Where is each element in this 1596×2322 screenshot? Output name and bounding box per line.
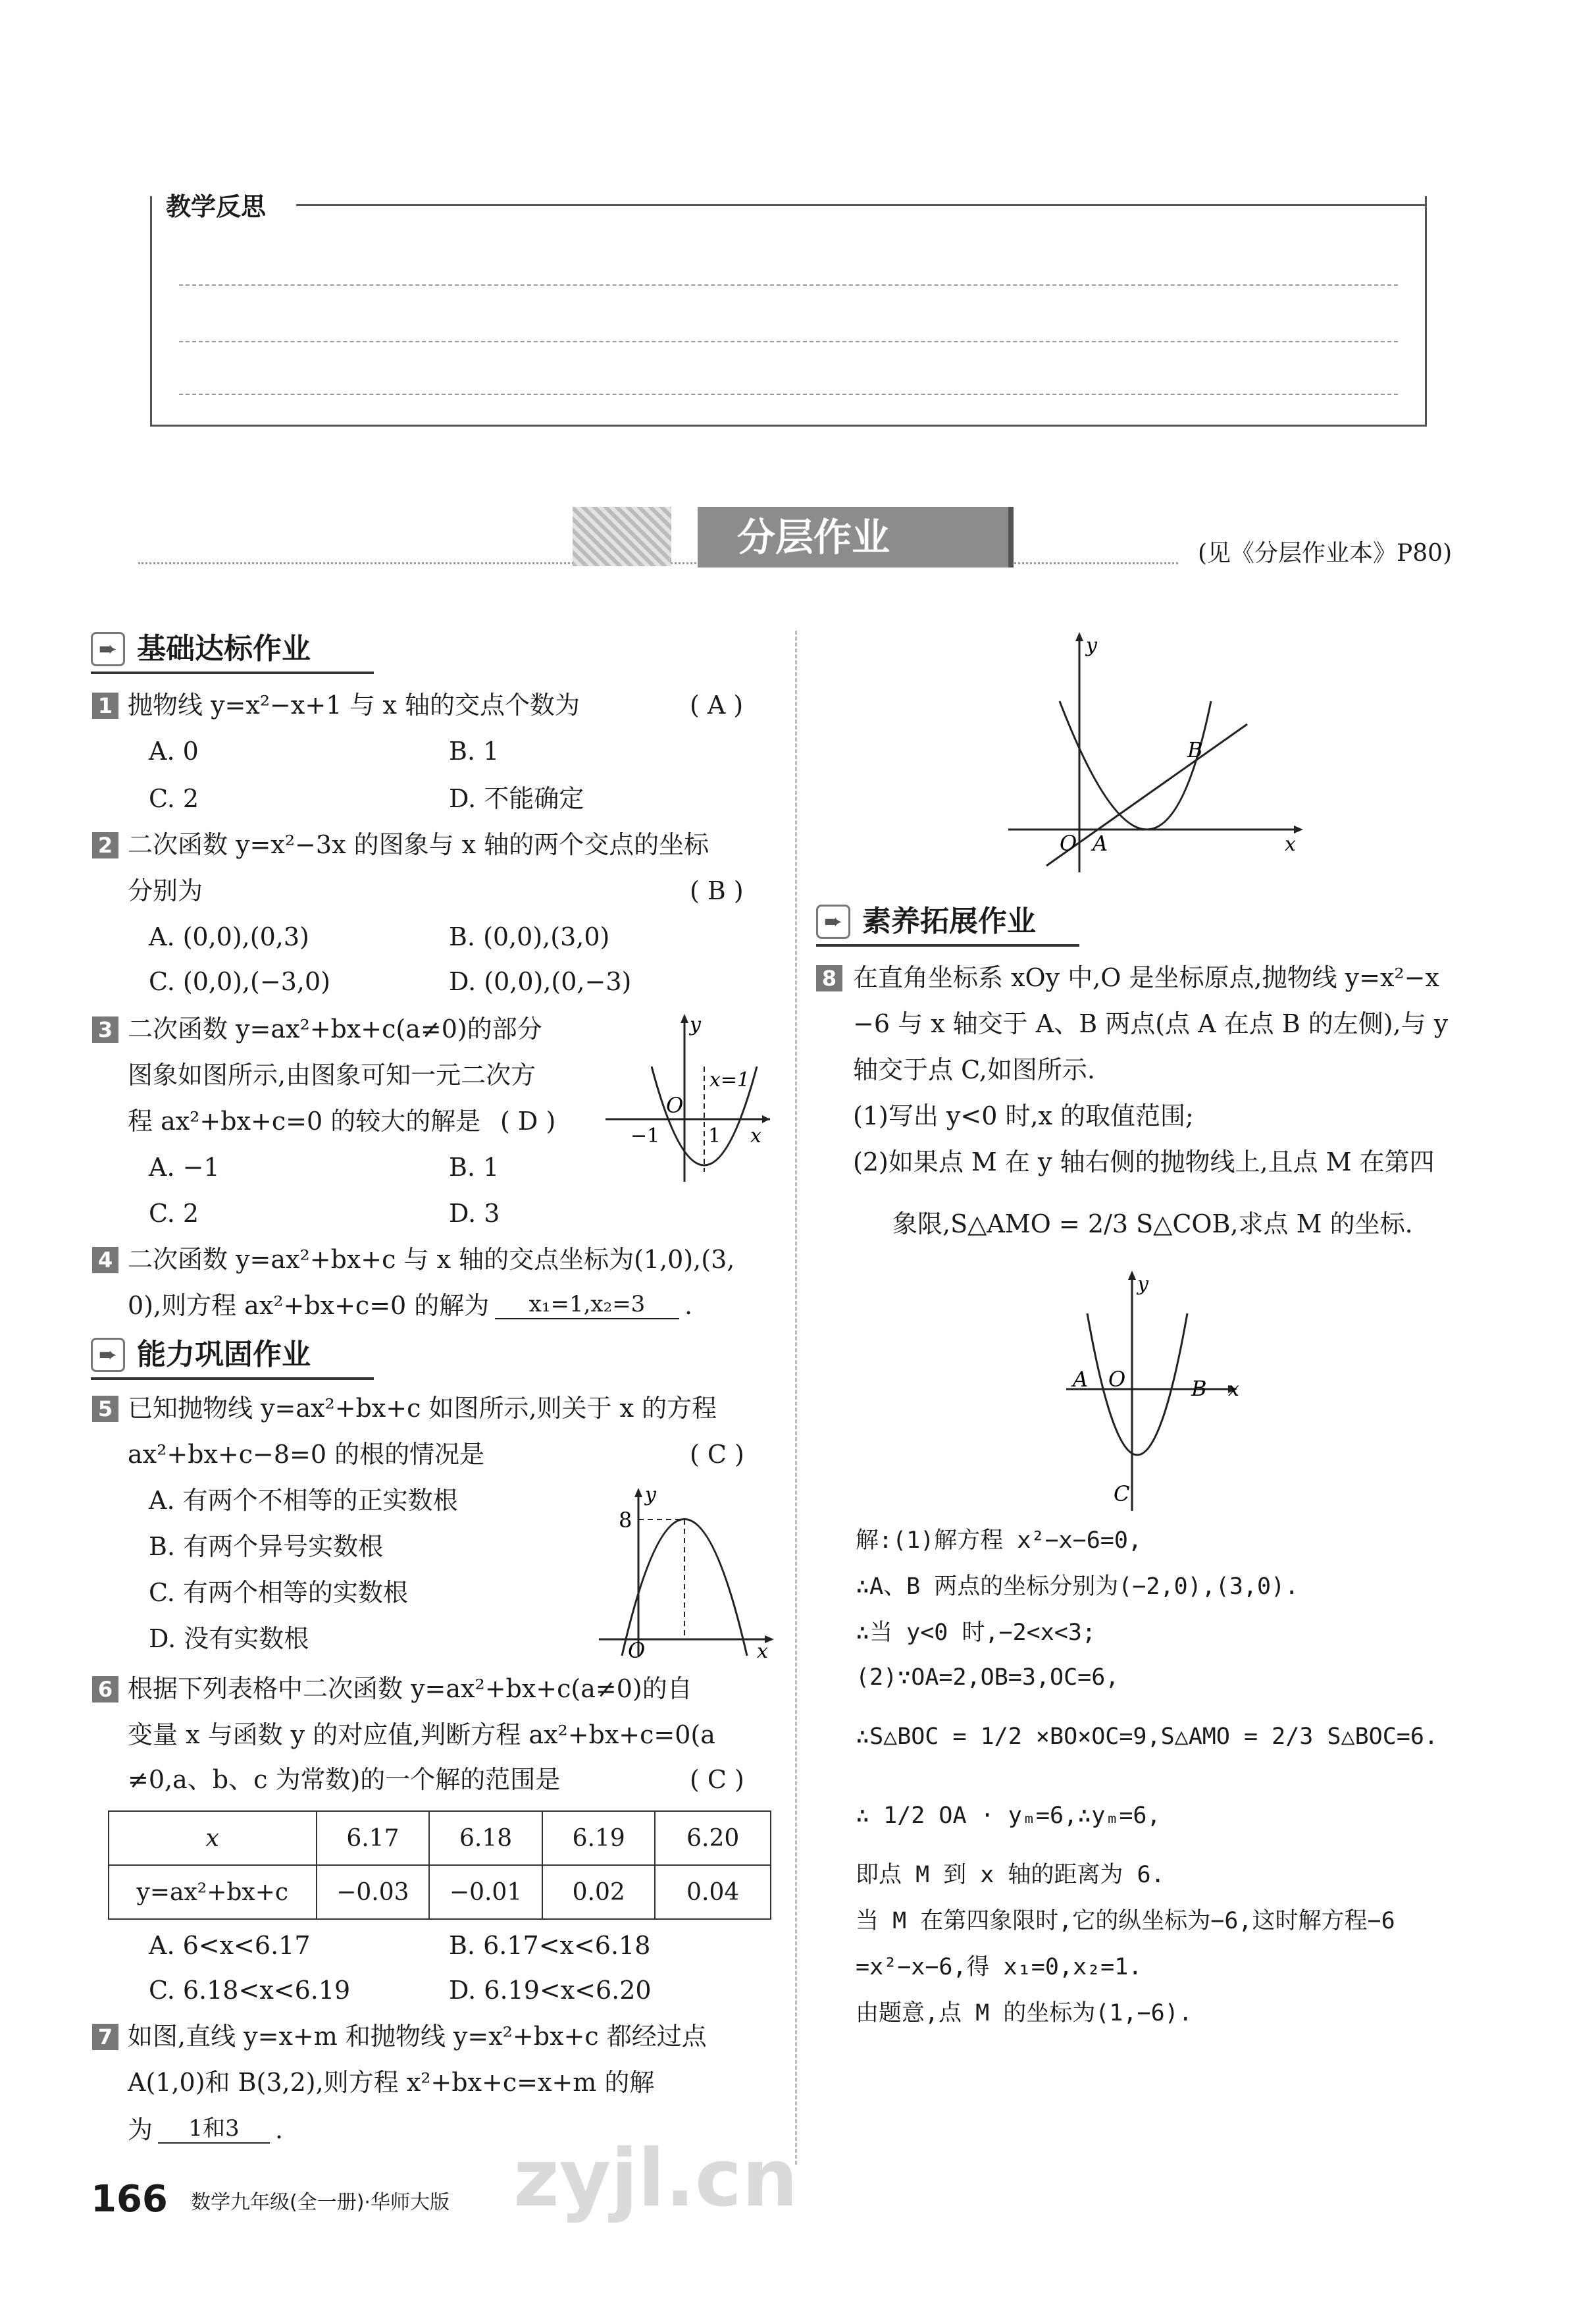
q7-graph [1000,625,1316,876]
q3-x-arrow [762,1115,770,1123]
q6-table-y-3: 0.02 [542,1865,656,1919]
q7-line2: A(1,0)和 B(3,2),则方程 x²+bx+c=x+m 的解 [128,2068,655,2097]
q6-table [108,1810,771,1920]
q3-answer: ( D ) [500,1107,556,1136]
q8-part3: 象限,S△AMO = 2/3 S△COB,求点 M 的坐标. [892,1209,1413,1238]
solution-line-3: ∴当 y<0 时,−2<x<3; [856,1620,1096,1646]
q5-label-y: y [645,1483,656,1506]
q8-label-c: C [1114,1481,1130,1506]
q3-label-axis: x=1 [709,1069,750,1092]
solution-line-4: (2)∵OA=2,OB=3,OC=6, [856,1664,1120,1691]
q4-number: 4 [92,1247,118,1273]
q5-line1: 已知抛物线 y=ax²+bx+c 如图所示,则关于 x 的方程 [128,1394,717,1423]
q2-number: 2 [92,832,118,858]
reflection-line-2 [179,341,1398,342]
q6-table-row-x [109,1811,771,1865]
q3-label-1: 1 [708,1124,721,1148]
q6-table-x-2: 6.18 [429,1811,542,1865]
q1-option-d: D. 不能确定 [449,784,584,813]
q6-number: 6 [92,1676,118,1702]
q3-option-b: B. 1 [449,1153,500,1182]
q6-option-a: A. 6<x<6.17 [149,1931,311,1960]
q1-option-a: A. 0 [149,737,199,766]
q3-option-a: A. −1 [149,1153,220,1182]
q5-option-d: D. 没有实数根 [149,1624,309,1653]
q5-number: 5 [92,1396,118,1422]
q3-graph [592,1007,777,1185]
q5-label-o: O [628,1638,646,1659]
reflection-top-line [296,204,1427,206]
q7-label-a: A [1093,831,1108,856]
q4-end: . [684,1291,693,1320]
reflection-line-3 [179,394,1398,395]
q8-y-arrow [1128,1271,1136,1280]
q7-label-x: x [1285,833,1296,856]
q6-option-b: B. 6.17<x<6.18 [449,1931,651,1960]
q5-y-arrow [634,1488,642,1497]
q3-label-o: O [666,1093,684,1118]
q2-option-c: C. (0,0),(−3,0) [149,967,330,996]
q6-table-x-3: 6.19 [542,1811,656,1865]
arrow-icon: ➨ [816,905,850,939]
q4-answer-blank: x₁=1,x₂=3 [495,1290,679,1319]
q3-label-neg1: −1 [631,1124,660,1148]
q5-option-b: B. 有两个异号实数根 [149,1532,384,1561]
q5-answer: ( C ) [690,1440,744,1469]
q8-number: 8 [816,965,842,991]
q3-label-x: x [750,1124,761,1148]
q6-option-c: C. 6.18<x<6.19 [149,1976,351,2005]
q8-label-o: O [1108,1367,1126,1392]
arrow-icon: ➨ [91,1338,125,1372]
q3-option-c: C. 2 [149,1199,199,1228]
q8-parabola [1087,1313,1187,1455]
q3-line1: 二次函数 y=ax²+bx+c(a≠0)的部分 [128,1015,542,1043]
q3-y-arrow [681,1014,688,1023]
q8-label-y: y [1137,1273,1148,1296]
q8-part1: (1)写出 y<0 时,x 的取值范围; [853,1101,1194,1130]
q1-answer: ( A ) [690,691,744,720]
q7-label-b: B [1187,737,1203,762]
q3-label-y: y [690,1013,701,1036]
q6-table-header-x: x [109,1811,317,1865]
q2-option-a: A. (0,0),(0,3) [149,922,309,951]
section-extend-title: 素养拓展作业 [862,905,1036,938]
q6-line2: 变量 x 与函数 y 的对应值,判断方程 ax²+bx+c=0(a [128,1720,715,1749]
q6-option-d: D. 6.19<x<6.20 [449,1976,652,2005]
q4-line2: 0),则方程 ax²+bx+c=0 的解为 [128,1291,490,1320]
solution-line-10: 由题意,点 M 的坐标为(1,−6). [856,2000,1193,2026]
q7-y-arrow [1075,632,1083,641]
section-basic-underline [91,672,374,674]
q5-option-a: A. 有两个不相等的正实数根 [149,1486,458,1515]
banner-title: 分层作业 [737,515,890,560]
q7-label-o: O [1060,831,1077,856]
q2-line2: 分别为 [128,876,203,905]
solution-line-9: =x²−x−6,得 x₁=0,x₂=1. [856,1954,1143,1980]
q6-table-y-1: −0.03 [317,1865,430,1919]
q6-line1: 根据下列表格中二次函数 y=ax²+bx+c(a≠0)的自 [128,1674,692,1703]
column-divider [795,631,797,2165]
solution-line-1: 解:(1)解方程 x²−x−6=0, [856,1527,1143,1554]
q7-line1: 如图,直线 y=x+m 和抛物线 y=x²+bx+c 都经过点 [128,2022,707,2051]
q5-label-8: 8 [619,1508,632,1533]
q6-line3: ≠0,a、b、c 为常数)的一个解的范围是 [128,1765,561,1794]
q3-number: 3 [92,1016,118,1043]
q1-text: 抛物线 y=x²−x+1 与 x 轴的交点个数为 [128,691,580,720]
page-number: 166 [91,2178,168,2221]
banner-decor [573,507,671,566]
q6-table-y-2: −0.01 [429,1865,542,1919]
q2-option-d: D. (0,0),(0,−3) [449,967,632,996]
solution-line-7: 即点 M 到 x 轴的距离为 6. [856,1862,1165,1888]
q5-line2: ax²+bx+c−8=0 的根的情况是 [128,1440,485,1469]
book-title: 数学九年级(全一册)·华师大版 [191,2191,450,2214]
q8-line2: −6 与 x 轴交于 A、B 两点(点 A 在点 B 的左侧),与 y [853,1009,1449,1038]
q7-number: 7 [92,2024,118,2050]
section-ability-underline [91,1377,374,1380]
q6-table-header-y: y=ax²+bx+c [109,1865,317,1919]
reflection-line-1 [179,284,1398,286]
q5-label-x: x [757,1640,768,1659]
watermark: zyjl.cn [513,2133,798,2225]
q5-graph [592,1481,783,1659]
q7-end: . [275,2115,284,2144]
q1-option-c: C. 2 [149,784,199,813]
solution-line-2: ∴A、B 两点的坐标分别为(−2,0),(3,0). [856,1573,1299,1600]
section-basic-title: 基础达标作业 [137,632,311,666]
q7-label-y: y [1086,634,1097,657]
q5-option-c: C. 有两个相等的实数根 [149,1578,408,1607]
q6-table-x-1: 6.17 [317,1811,430,1865]
solution-line-6: ∴ 1/2 OA · yₘ=6,∴yₘ=6, [856,1803,1161,1829]
reflection-title: 教学反思 [158,192,274,221]
q3-option-d: D. 3 [449,1199,500,1228]
q8-label-x: x [1228,1378,1239,1401]
section-extend-underline [816,944,1079,947]
q6-table-row-y [109,1865,771,1919]
q1-option-b: B. 1 [449,737,500,766]
q2-option-b: B. (0,0),(3,0) [449,922,610,951]
section-ability-title: 能力巩固作业 [137,1338,311,1371]
q8-label-a: A [1073,1367,1089,1392]
q1-number: 1 [92,693,118,719]
arrow-icon: ➨ [91,632,125,666]
q7-answer-blank: 1和3 [158,2115,270,2144]
q6-table-x-4: 6.20 [655,1811,771,1865]
solution-line-8: 当 M 在第四象限时,它的纵坐标为−6,这时解方程−6 [856,1908,1395,1934]
q2-answer: ( B ) [690,876,744,905]
q8-part2: (2)如果点 M 在 y 轴右侧的抛物线上,且点 M 在第四 [853,1148,1435,1176]
q3-line2: 图象如图所示,由图象可知一元二次方 [128,1061,536,1090]
q2-line1: 二次函数 y=x²−3x 的图象与 x 轴的两个交点的坐标 [128,830,709,859]
q3-line3: 程 ax²+bx+c=0 的较大的解是 [128,1107,481,1136]
q8-line3: 轴交于点 C,如图所示. [853,1055,1095,1084]
q8-label-b: B [1191,1376,1207,1401]
solution-line-5: ∴S△BOC = 1/2 ×BO×OC=9,S△AMO = 2/3 S△BOC=6. [856,1724,1439,1750]
q4-line1: 二次函数 y=ax²+bx+c 与 x 轴的交点坐标为(1,0),(3, [128,1245,735,1274]
reflection-box [150,196,1427,427]
banner-ref: (见《分层作业本》P80) [1198,540,1453,567]
q8-graph [1060,1264,1257,1514]
q7-line3: 为 [128,2115,153,2144]
q8-line1: 在直角坐标系 xOy 中,O 是坐标原点,抛物线 y=x²−x [853,963,1439,992]
q6-answer: ( C ) [690,1765,744,1794]
q6-table-y-4: 0.04 [655,1865,771,1919]
